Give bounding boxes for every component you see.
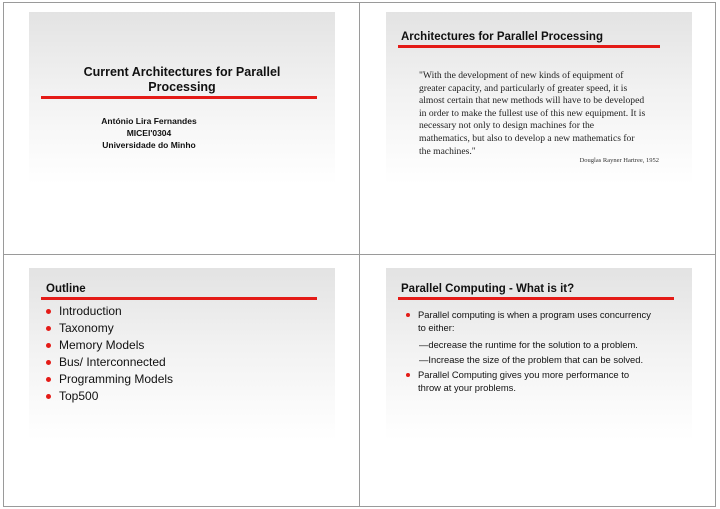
- course-code: MICEI'0304: [126, 128, 172, 138]
- quote-line: in order to make the fullest use of this new equipment. It is: [419, 107, 646, 119]
- outline-list: [46, 303, 173, 405]
- bullet-line: Parallel computing is when a program uses concurrency: [418, 309, 651, 320]
- title-line-2: Processing: [148, 80, 216, 94]
- quote-line: necessary not only to design machines for the: [419, 120, 595, 132]
- bullet-item: [406, 369, 678, 394]
- title-line-1: Current Architectures for Parallel: [83, 65, 281, 79]
- quote-line: "With the development of new kinds of equipment of: [419, 70, 624, 81]
- bullet-line: Parallel Computing gives you more performance to: [418, 369, 630, 380]
- sub-item: —Increase the size of the problem that can be solved.: [419, 354, 644, 365]
- sub-item: —decrease the runtime for the solution to a problem.: [419, 339, 638, 350]
- slide-outline: [29, 268, 335, 498]
- bullet-icon: [46, 377, 51, 382]
- quote-line: greater capacity, and particularly of greater speed, it is: [419, 82, 628, 94]
- heading-rule: [398, 297, 674, 300]
- heading-rule: [41, 297, 317, 300]
- bullet-item: [406, 309, 678, 334]
- outline-item: Introduction: [46, 303, 173, 320]
- bullet-icon: [46, 343, 51, 348]
- quote-attribution: Douglas Rayner Hartree, 1952: [579, 157, 659, 164]
- quote-line: mathematics, but also to develop a new mathematics for: [419, 132, 635, 144]
- quote-text: [419, 70, 659, 158]
- outline-item: Bus/ Interconnected: [46, 354, 173, 371]
- outline-item: Top500: [46, 388, 173, 405]
- outline-item: Taxonomy: [46, 320, 173, 337]
- bullet-icon: [406, 373, 410, 377]
- author-name: António Lira Fernandes: [101, 116, 197, 126]
- quote-line: almost certain that new methods will have to be developed: [419, 95, 645, 107]
- heading-rule: [398, 45, 660, 48]
- slide-quote: [386, 12, 692, 242]
- presentation-title: [29, 65, 335, 95]
- divider-tick: [354, 254, 365, 255]
- slide-heading: Outline: [46, 283, 86, 295]
- quote-line: the machines.": [419, 145, 476, 157]
- outline-item: Programming Models: [46, 371, 173, 388]
- author-block: [29, 115, 269, 151]
- slide-heading: Architectures for Parallel Processing: [401, 31, 603, 43]
- slide-title: [29, 12, 335, 242]
- title-rule: [41, 96, 317, 99]
- bullet-icon: [46, 326, 51, 331]
- bullet-icon: [406, 313, 410, 317]
- bullet-line: throw at your problems.: [418, 381, 516, 393]
- university-name: Universidade do Minho: [102, 140, 196, 150]
- bullet-line: to either:: [418, 321, 455, 333]
- bullet-icon: [46, 394, 51, 399]
- slide-parallel-computing: [386, 268, 692, 498]
- bullet-icon: [46, 360, 51, 365]
- outline-item: Memory Models: [46, 337, 173, 354]
- slide-heading: Parallel Computing - What is it?: [401, 283, 575, 295]
- bullet-icon: [46, 309, 51, 314]
